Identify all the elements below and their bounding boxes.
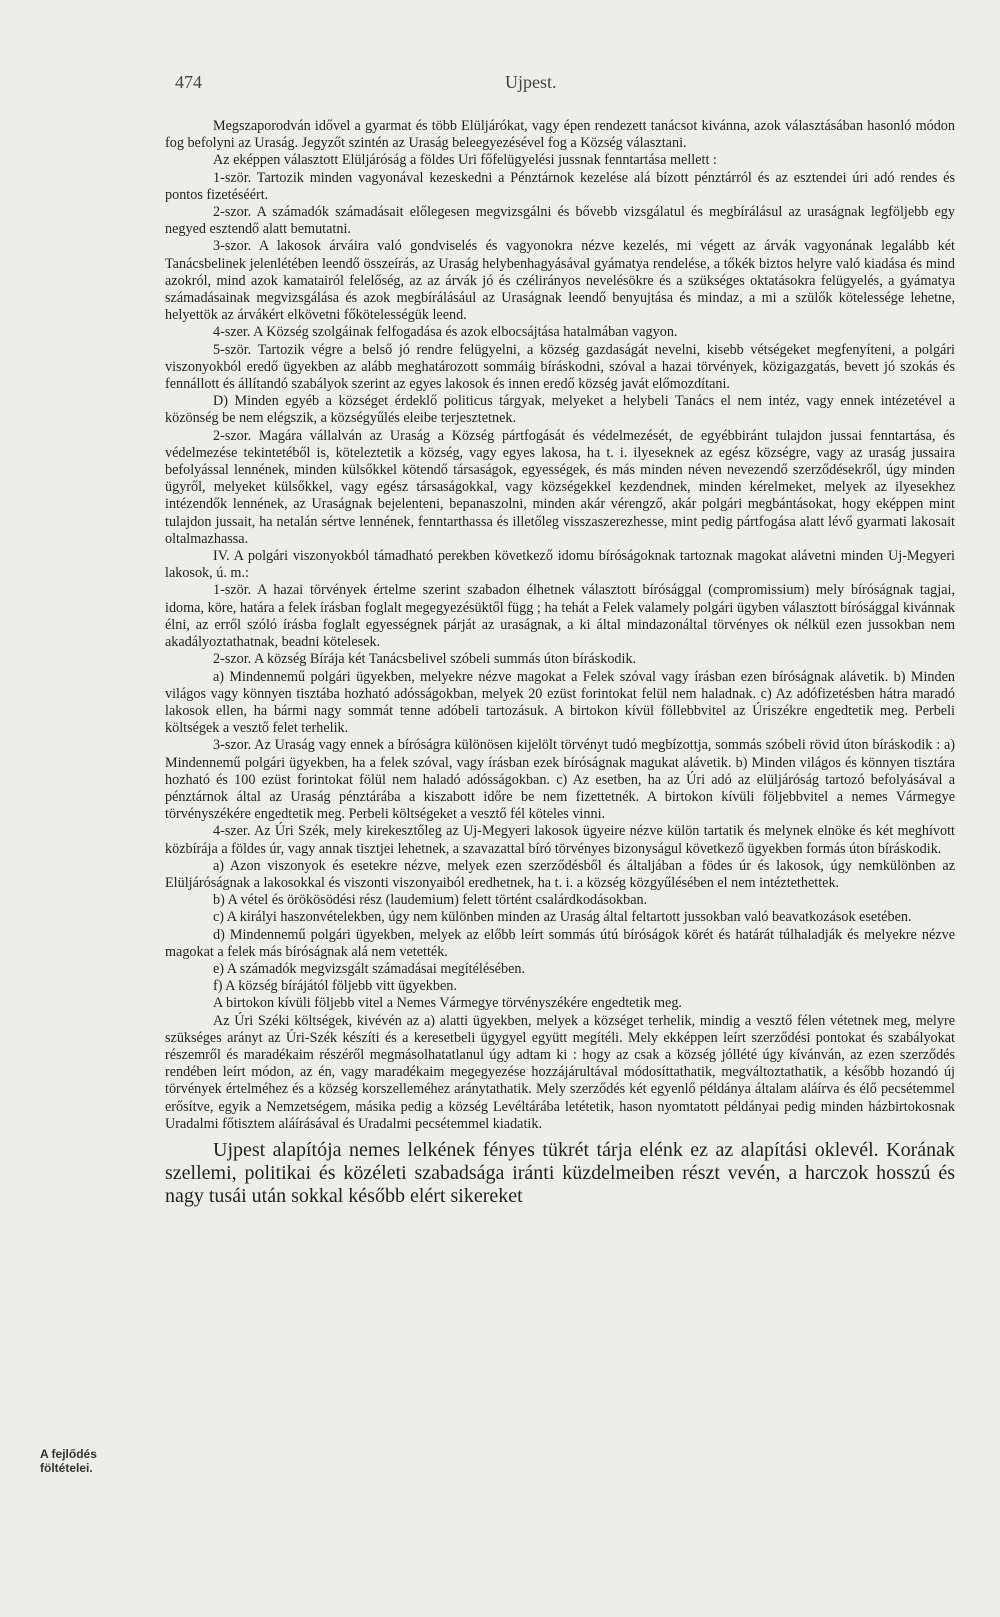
margin-note [40,1447,150,1475]
paragraph: 4-szer. A Község szolgáinak felfogadása és azok elbocsájtása hatalmában vagyon. [213,324,678,341]
paragraph: a) Azon viszonyok és esetekre nézve, melyek ezen szerződésből és általjában a födes úr és lakosok, úgy nemkülönben az Elüljáróságnak a lakosokkal és viszonti viszonyaiból eredhetnek, ha t. i. a község közgyűlésében el nem intéztethettek. [165,857,955,891]
paragraph: 2-szor. Magára vállalván az Uraság a Község pártfogását és védelmezését, de egyébbiránt tulajdon jussai fenntartása, és védelmezése tekintetéből is, köteleztetik a község, vagy egyes lakosa, ha t. i. ilyeseknek az egész községre, vagy az uraság jussaira befolyással lennének, minden külsőkkel kötendő társaságok, egyességek, és más minden néven nevezendő szerződésekről, úgy minden ügyről, melyeket külsőkkel, vagy egész társaságokkal, vagy községekkel kezdendnek, minden kérelmeket, melyek az ilyesekhez intézendők lennének, az Uraságnak bejelenteni, bepanaszolni, minden akár vérengző, akár polgári megbántásokat, hogy eképpen mint tulajdon jussait, ha netalán sértve lennének, fenntarthassa és illetőleg visszaszerezhesse, mint pedig pártfogása alatt lévő gyarmati lakosait oltalmazhassa. [165,427,955,547]
paragraph: 2-szor. A számadók számadásait előlegesen megvizsgálni és bővebb vizsgálatul és megbírálásul az uraságnak legföljebb egy negyed esztendő alatt bemutatni. [165,204,955,238]
paragraph: IV. A polgári viszonyokból támadható perekben következő idomu bíróságoknak tartoznak magokat alávetni minden Uj-Megyeri lakosok, ú. m.: [165,548,955,582]
paragraph: b) A vétel és örökösödési rész (laudemium) felett történt csalárdkodásokban. [213,892,648,909]
paragraph: Megszaporodván idővel a gyarmat és több Elüljárókat, vagy épen rendezett tanácsot kivánna, azok választásában hasonló módon fog befolyni az Uraság. Jegyzőt szintén az Uraság beleegyezésével fog a Község választani. [165,118,955,152]
paragraph: a) Mindennemű polgári ügyekben, melyekre nézve magokat a Felek szóval vagy írásban ezen bíróságnak alávetik. b) Minden világos vagy könnyen tisztába hozható adósságokban, melyek 20 ezüst forintokat felül nem haladnak. c) Az adófizetésben hátra maradó lakosok ellen, ha bármi nagy sommát tenne adóbeli tartozásuk. A birtokon kívül föllebbvitel az Úriszékre engedtetik meg. Perbeli költségek a vesztő felet terhelik. [165,668,955,737]
page-number: 474 [175,72,202,92]
paragraph: 3-szor. A lakosok árváira való gondviselés és vagyonokra nézve kezelés, mi végett az árvák vagyonának legalább két Tanácsbelinek jelenlétében leendő összeírás, az Uraság helybenhagyásával gyámatya rendelése, a tőkék biztos helyre való kiadása és mind azokról, mind azok kamatairól felelőség, az az árvák jó és czélirányos nevelésökre és a szükséges oktatásokra felügyelés, a gyámatya számadásainak megvizsgálása és azok megbírálásául az Uraságnak leendő benyujtása és mindaz, a mi a szülők kötelessége lehetne, helyettök az árvákért elkövetni főkötelességük leend. [165,238,955,324]
paragraph: 3-szor. Az Uraság vagy ennek a bíróságra különösen kijelölt törvényt tudó megbízottja, sommás szóbeli rövid úton bíráskodik : a) Mindennemű polgári ügyekben, ha a felek szóval, vagy írásban ezek bíróságnak magukat alávetik. b) Minden világos és könnyen tisztára hozható és 100 ezüst forintokat fölül nem haladó adósságokban. c) Az esetben, ha az Úri adó az elüljáróság tartozó befolyásával a pénztárnok által az Uraság pénztárába a kiszabott időre be nem fizettetnék. A birtokon kívüli följebbvitel a nemes Vármegye törvényszékére engedtetik meg. Perbeli költségeket a vesztő fél köteles vinni. [165,737,955,823]
paragraph: f) A község bírájától följebb vitt ügyekben. [213,978,457,995]
paragraph: 4-szer. Az Úri Szék, mely kirekesztőleg az Uj-Megyeri lakosok ügyeire nézve külön tartatik és melynek elnöke és két meghívott közbírája a földes úr, vagy annak tisztjei lehetnek, a szavazattal bíró törvényes bizonyságul következő ügyekben formás úton bíráskodik. [165,823,955,857]
page-header [165,72,955,102]
body-text [165,118,955,1208]
paragraph: 1-ször. Tartozik minden vagyonával kezeskedni a Pénztárnok kezelése alá bízott pénztárról és az esztendei úri adó rendes és pontos fizetéséért. [165,169,955,203]
margin-note-line: A fejlődés [40,1447,97,1461]
paragraph: 1-ször. A hazai törvények értelme szerint szabadon élhetnek választott bírósággal (compromissium) mely bíróságnak tagjai, idoma, köre, határa a felek írásban foglalt megegyezésüktől függ ; ha tehát a Felek valamely polgári ügyben választott bírósággal kivánnak élni, az erről szóló írásba foglalt egyességnek párját az uraságnak, a ki által mindazonáltal törvényes ok nélkül ezen jussokban nem akadályoztathatnak, beadni kötelesek. [165,582,955,651]
paragraph: A birtokon kívüli följebb vitel a Nemes Vármegye törvényszékére engedtetik meg. [213,995,682,1012]
paragraph: 2-szor. A község Bírája két Tanácsbelivel szóbeli summás úton bíráskodik. [213,651,637,668]
paragraph: 5-ször. Tartozik végre a belső jó rendre felügyelni, a község gazdaságát nevelni, kisebb vétségeket megfenyíteni, a polgári viszonyokból eredő ügyekben az alább meghatározott sommáig bíráskodni, szóval a hazai törvények, közigazgatás, bevett jó szokás és fennállott és állítandó szabályok szerint az egyes lakosok és innen eredő község javát előmozdítani. [165,341,955,393]
running-title: Ujpest. [505,72,557,92]
paragraph: Az Úri Széki költségek, kivévén az a) alatti ügyekben, melyek a községet terhelik, mindig a vesztő félen vétetnek meg, melyre szükséges arányt az Úri-Szék készíti és a keresetbeli ügygyel együtt megítéli. Mely ekképpen leírt szerződési pontokat és szabályokat részemről és maradékaim részéről megmásolhatatlanul úgy adtam ki : hogy az csak a község jóllété úgy kívánván, az ezen szerződés rendében leírt módon, az én, vagy maradékaim megegyezése hozzájárultával módosíttathatik, megváltoztathatik, a később hozandó új törvények értelméhez és a község korszelleméhez aránytathatik. Mely szerződés két egyenlő példánya általam aláírva és élő pecsétemmel erősítve, egyik a Nemzetségem, másika pedig a község Levéltárába letétetik, hason nyomtatott példányai pedig minden házbirtokosnak Uradalmi főtisztem aláírásával és Uradalmi pecsétemmel kiadatik. [165,1012,955,1132]
paragraph: Az eképpen választott Elüljáróság a földes Uri főfelügyelési jussnak fenntartása mellett : [213,152,717,169]
margin-note-line: föltételei. [40,1461,93,1475]
closing-paragraph: Ujpest alapítója nemes lelkének fényes tükrét tárja elénk ez az alapítási oklevél. Korának szellemi, politikai és közéleti szabadsága iránti küzdelmeiben részt vevén, a harczok hosszú és nagy tusái után sokkal később elért sikereket [165,1138,955,1207]
paragraph: c) A királyi haszonvételekben, úgy nem különben minden az Uraság által feltartott jussokban való beavatkozások esetében. [213,909,912,926]
paragraph: e) A számadók megvizsgált számadásai megítélésében. [213,960,526,977]
paragraph: d) Mindennemű polgári ügyekben, melyek az előbb leírt sommás útú bíróságok körét és határát túlhaladják és melyekre nézve magokat a felek más bíróságnak alá nem vetették. [165,926,955,960]
paragraph: D) Minden egyéb a községet érdeklő politicus tárgyak, melyeket a helybeli Tanács el nem intéz, vagy ennek intézetével a közönség be nem elégszik, a községyűlés eleibe terjesztetnek. [165,393,955,427]
